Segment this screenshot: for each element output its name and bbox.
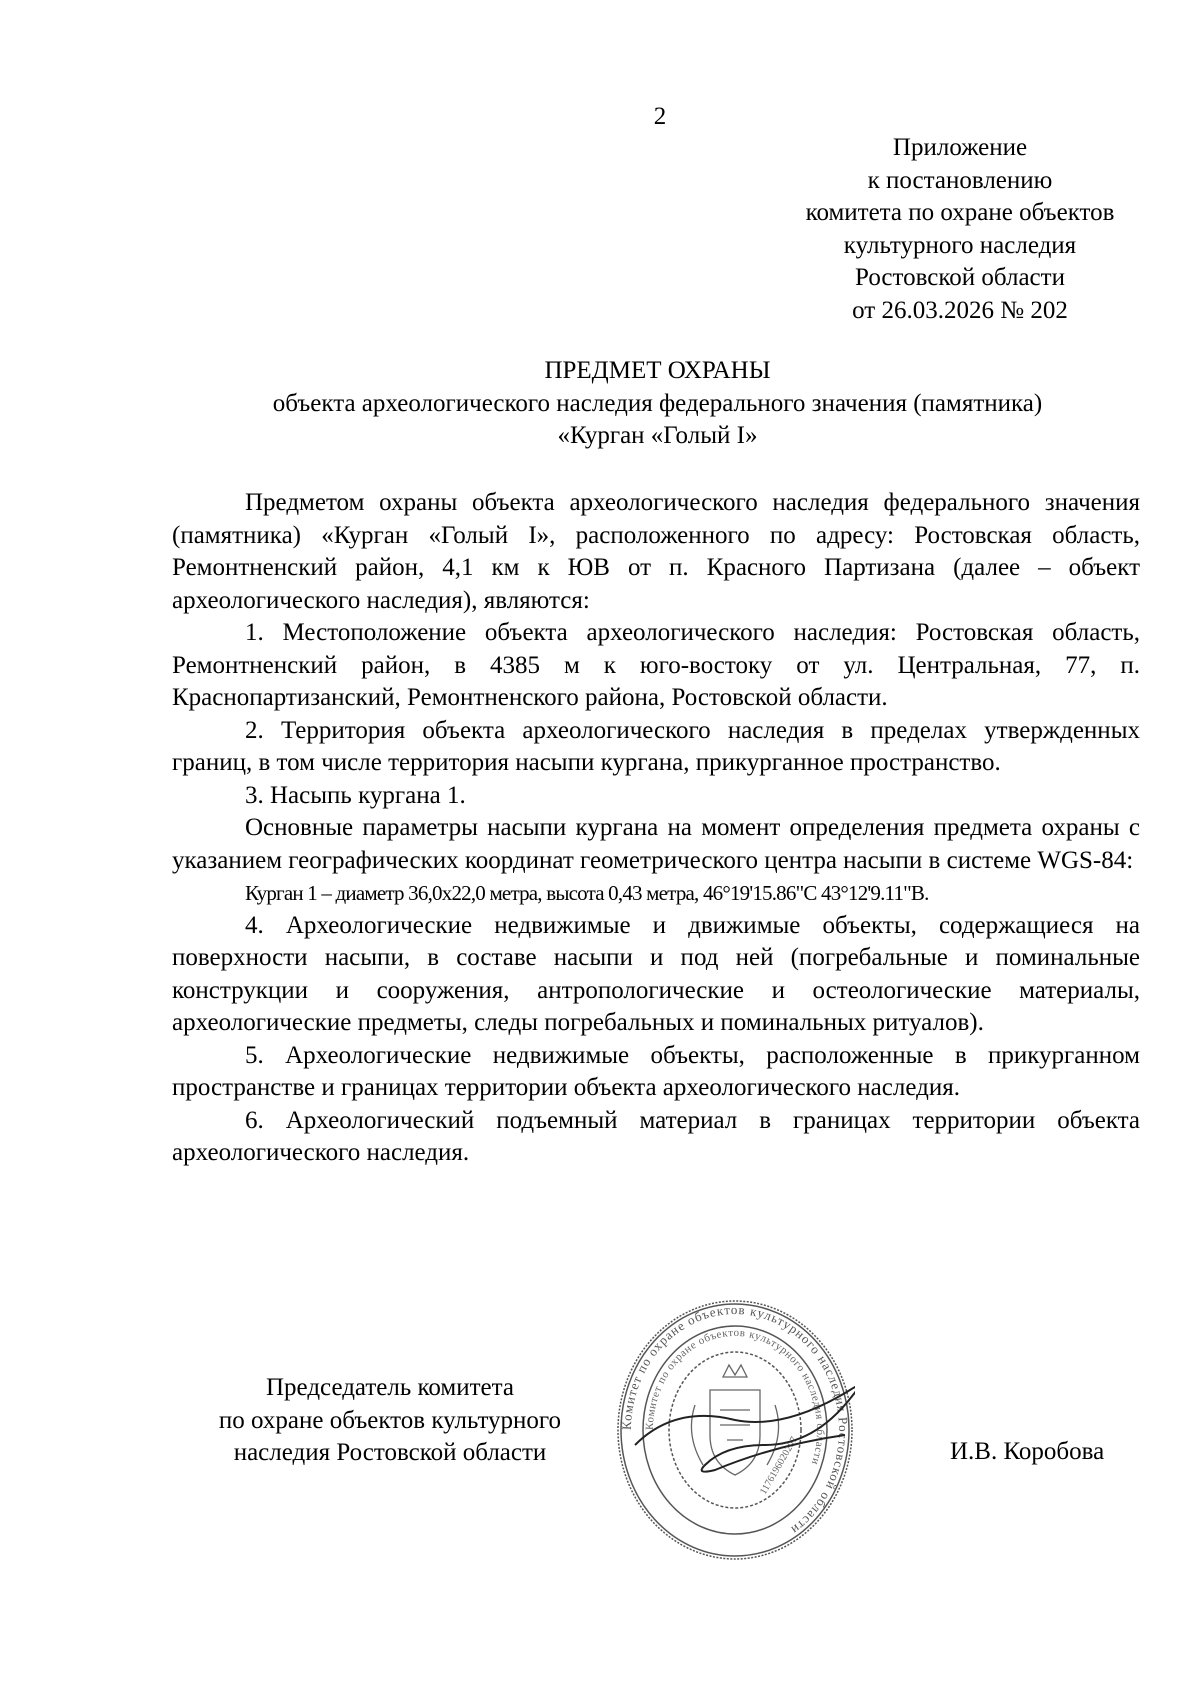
stamp-inner-text: Комитет по охране объектов культурного наследия области xyxy=(643,1326,827,1467)
stamp-outer-text: Комитет по охране объектов культурного наследия Ростовской области xyxy=(618,1301,852,1539)
title-subtitle: объекта археологического наследия федерального значения (памятника) xyxy=(272,389,1043,417)
signatory-name: И.В. Коробова xyxy=(950,1438,1105,1465)
appendix-date-number: от 26.03.2026 № 202 xyxy=(852,296,1068,324)
document-title xyxy=(160,355,1155,453)
signatory-position-line: Председатель комитета xyxy=(266,1374,514,1401)
official-stamp-with-signature xyxy=(615,1295,855,1565)
appendix-header xyxy=(760,132,1160,327)
item-archaeological-objects: 4. Археологические недвижимые и движимые объекты, содержащиеся на поверхности насыпи, в составе насыпи и под ней (погребальные и поминальные конструкции и сооружения, антропологические и остеологические материалы, археологические предметы, следы погребальных и поминальных ритуалов). xyxy=(172,911,1140,1036)
signatory-position-line: наследия Ростовской области xyxy=(233,1439,547,1466)
appendix-line: комитета по охране объектов xyxy=(805,199,1115,226)
signatory-position xyxy=(180,1372,600,1470)
title-object-name: «Курган «Голый I» xyxy=(557,422,758,449)
appendix-line: Ростовской области xyxy=(855,264,1065,291)
intro-paragraph: Предметом охраны объекта археологического наследия федерального значения (памятника) «Курган «Голый I», расположенного по адресу: Ростовская область, Ремонтненский район, 4,1 км к ЮВ от п. Красного Партизана (далее – объект археологического наследия), являются: xyxy=(172,489,1140,614)
appendix-line: к постановлению xyxy=(867,166,1053,194)
appendix-line: культурного наследия xyxy=(843,231,1077,259)
item-territory: 2. Территория объекта археологического наследия в пределах утвержденных границ, в том числе территория насыпи кургана, прикурганное пространство. xyxy=(172,716,1140,776)
document-body xyxy=(172,487,1140,1170)
title-heading: ПРЕДМЕТ ОХРАНЫ xyxy=(544,357,771,384)
stamp-code: 1176196020207 xyxy=(758,1435,800,1497)
page-number: 2 xyxy=(653,103,667,130)
signatory-position-line: по охране объектов культурного xyxy=(218,1406,562,1434)
item-immovable-objects: 5. Археологические недвижимые объекты, расположенные в прикурганном пространстве и границах территории объекта археологического наследия. xyxy=(172,1041,1140,1101)
mound-parameters-paragraph: Основные параметры насыпи кургана на момент определения предмета охраны с указанием географических координат геометрического центра насыпи в системе WGS-84: xyxy=(172,814,1140,874)
svg-text:Комитет по охране объектов кул xyxy=(644,1327,826,1467)
mound-coordinates-line: Курган 1 – диаметр 36,0х22,0 метра, высота 0,43 метра, 46°19'15.86"С 43°12'9.11"В. xyxy=(245,881,929,905)
item-mound: 3. Насыпь кургана 1. xyxy=(245,781,466,809)
appendix-line: Приложение xyxy=(892,134,1028,161)
item-location: 1. Местоположение объекта археологического наследия: Ростовская область, Ремонтненский район, в 4385 м к юго-востоку от ул. Центральная, 77, п. Краснопартизанский, Ремонтненского района, Ростовской области. xyxy=(172,619,1140,711)
item-surface-material: 6. Археологический подъемный материал в границах территории объекта археологического наследия. xyxy=(172,1106,1140,1166)
